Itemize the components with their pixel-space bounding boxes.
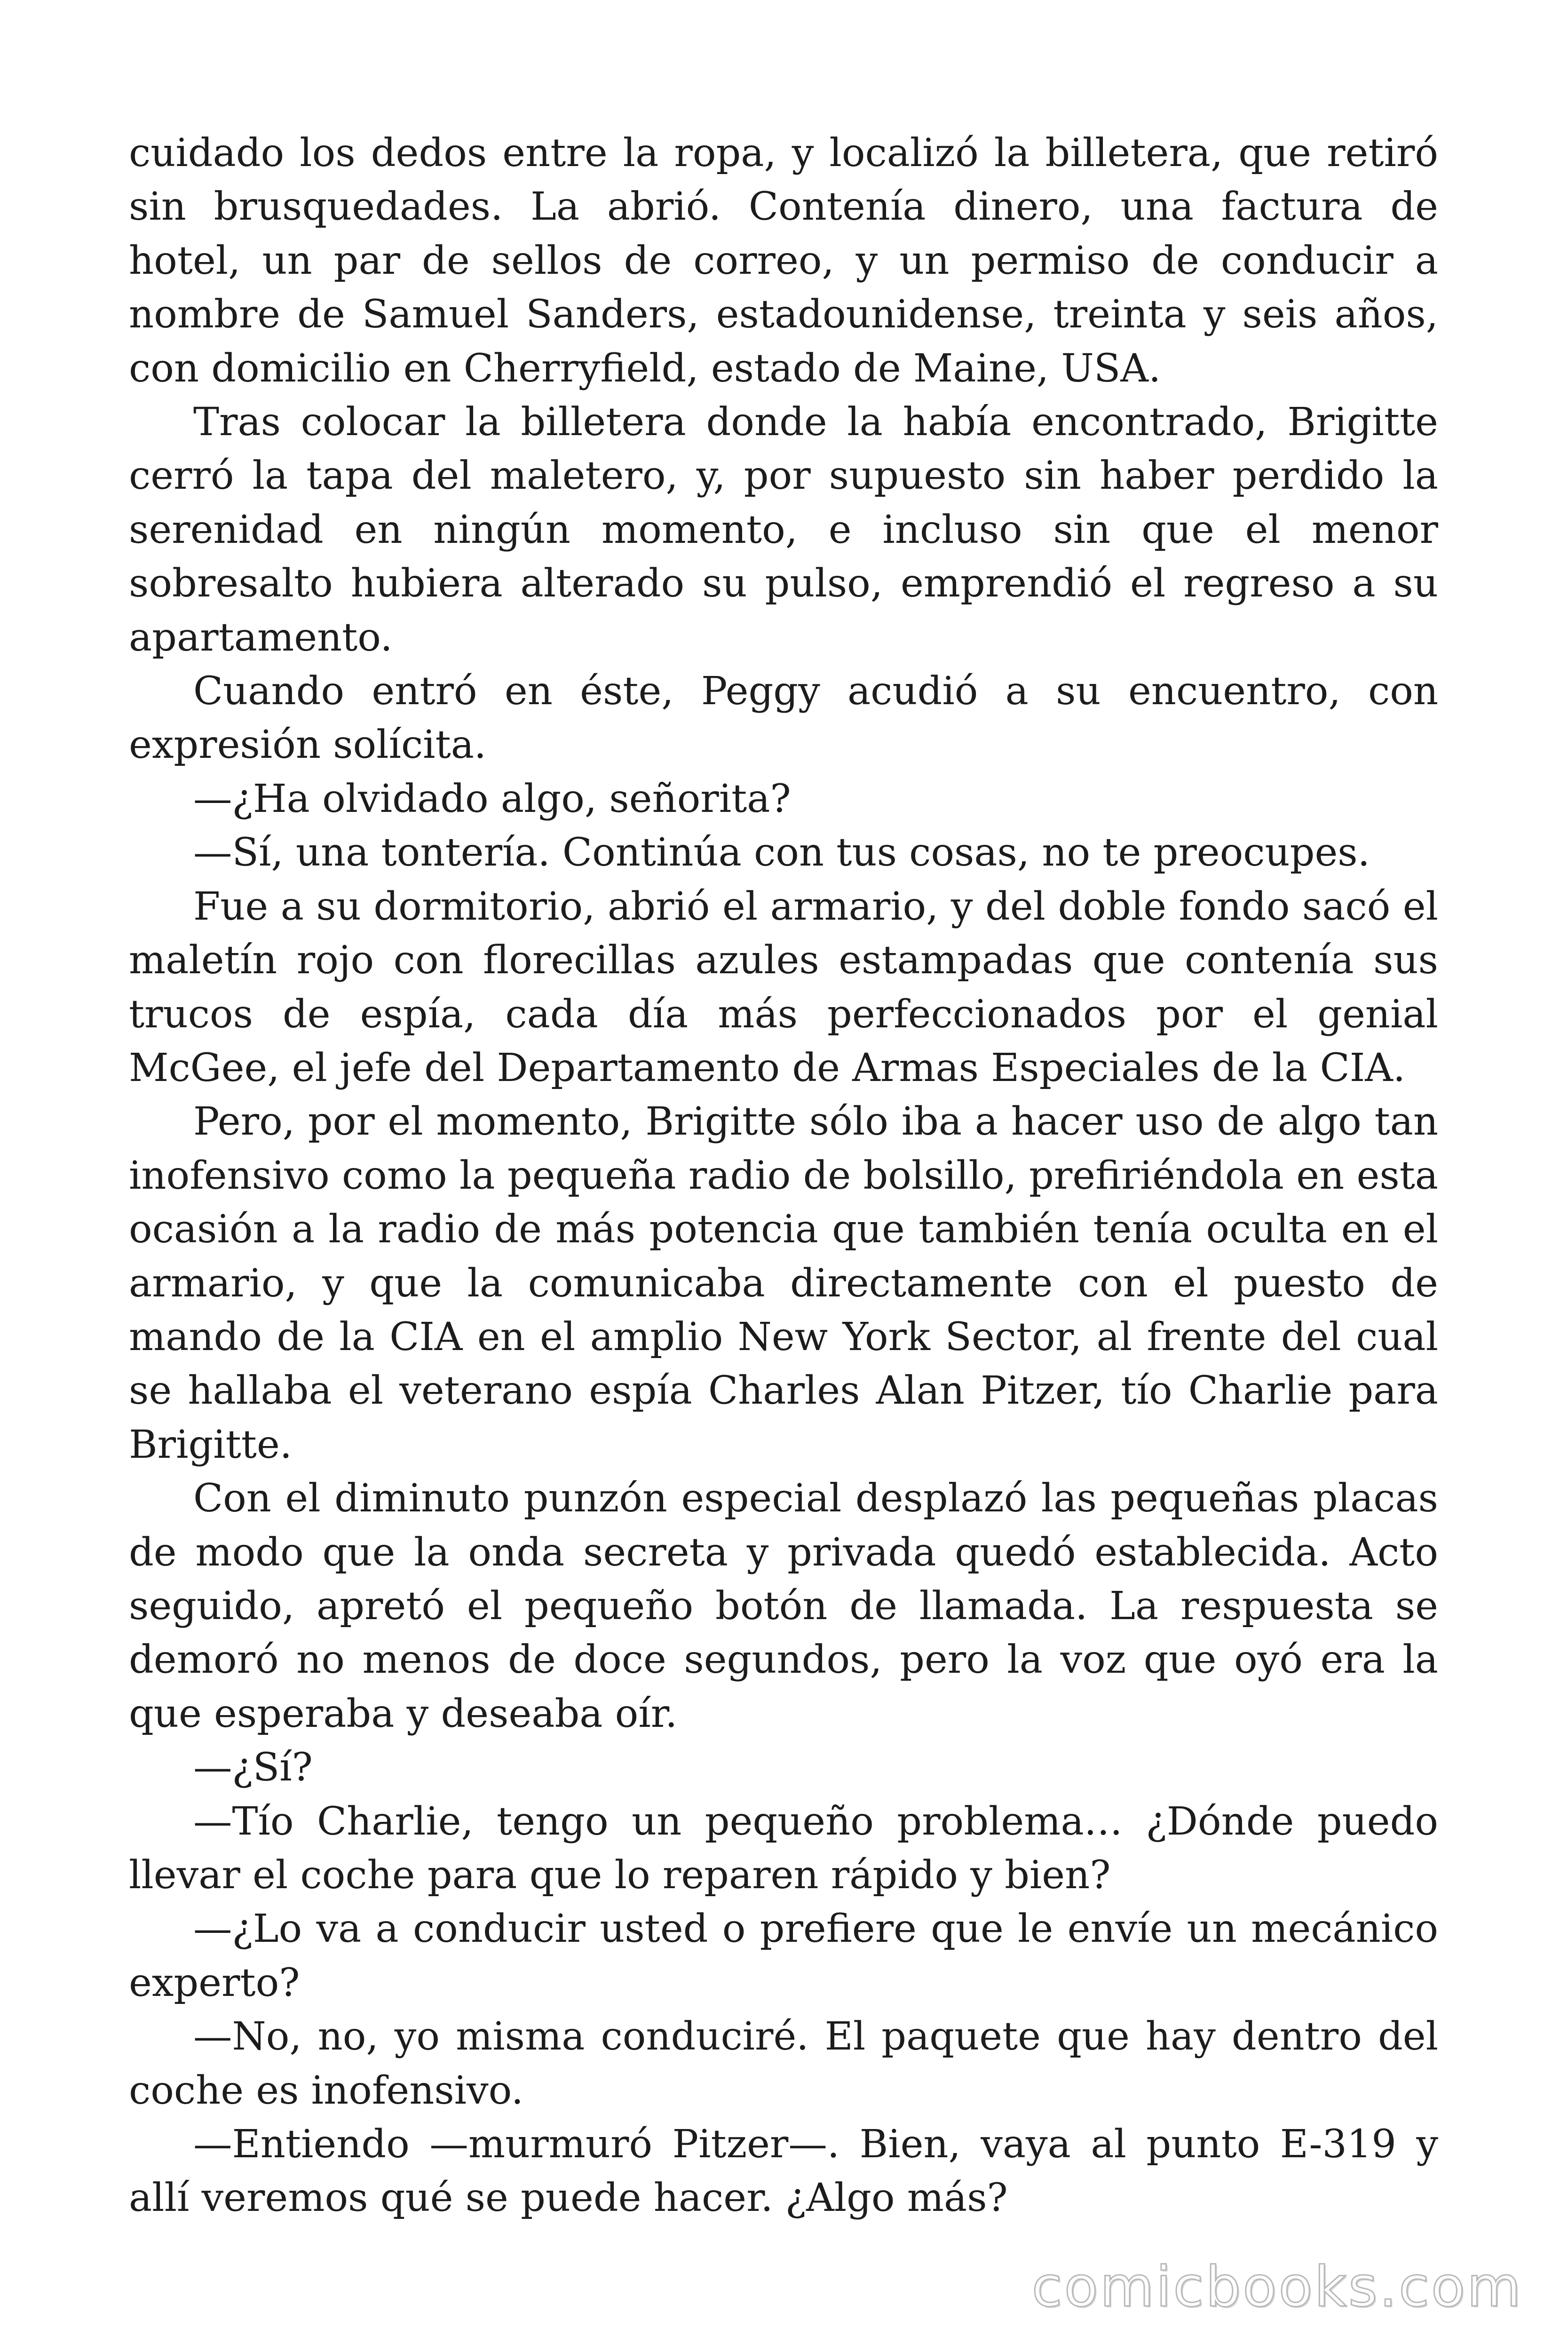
paragraph: Tras colocar la billetera donde la había encontrado, Brigitte cerró la tapa del maletero, y, por supuesto sin haber perdido la serenidad en ningún momento, e incluso sin que el menor sobresalto hubiera alterado su pulso, emprendió el regreso a su apartamento. <box>129 399 1438 660</box>
watermark: comicbooks.com <box>1031 2254 1523 2319</box>
dialogue-line: —Entiendo —murmuró Pitzer—. Bien, vaya al punto E-319 y allí veremos qué se puede hacer. ¿Algo más? <box>129 2122 1438 2221</box>
dialogue-line: —¿Lo va a conducir usted o prefiere que le envíe un mecánico experto? <box>129 1906 1438 2005</box>
page-body <box>129 126 1438 2225</box>
paragraph: Cuando entró en éste, Peggy acudió a su encuentro, con expresión solícita. <box>129 668 1438 768</box>
paragraph: cuidado los dedos entre la ropa, y localizó la billetera, que retiró sin brusquedades. La abrió. Contenía dinero, una factura de hotel, un par de sellos de correo, y un permiso de conducir a nombre de Samuel Sanders, estadounidense, treinta y seis años, con domicilio en Cherryfield, estado de Maine, USA. <box>129 130 1438 391</box>
dialogue-line: —¿Ha olvidado algo, señorita? <box>193 776 791 821</box>
paragraph: Fue a su dormitorio, abrió el armario, y del doble fondo sacó el maletín rojo con florecillas azules estampadas que contenía sus trucos de espía, cada día más perfeccionados por el genial McGee, el jefe del Departamento de Armas Especiales de la CIA. <box>129 883 1438 1090</box>
dialogue-line: —Tío Charlie, tengo un pequeño problema… ¿Dónde puedo llevar el coche para que lo reparen rápido y bien? <box>129 1798 1438 1898</box>
paragraph: Pero, por el momento, Brigitte sólo iba a hacer uso de algo tan inofensivo como la pequeña radio de bolsillo, prefiriéndola en esta ocasión a la radio de más potencia que también tenía oculta en el armario, y que la comunicaba directamente con el puesto de mando de la CIA en el amplio New York Sector, al frente del cual se hallaba el veterano espía Charles Alan Pitzer, tío Charlie para Brigitte. <box>129 1099 1438 1467</box>
dialogue-line: —No, no, yo misma conduciré. El paquete que hay dentro del coche es inofensivo. <box>129 2014 1438 2113</box>
dialogue-line: —¿Sí? <box>193 1745 313 1790</box>
paragraph: Con el diminuto punzón especial desplazó las pequeñas placas de modo que la onda secreta y privada quedó establecida. Acto seguido, apretó el pequeño botón de llamada. La respuesta se demoró no menos de doce segundos, pero la voz que oyó era la que esperaba y deseaba oír. <box>129 1476 1438 1736</box>
dialogue-line: —Sí, una tontería. Continúa con tus cosas, no te preocupes. <box>193 830 1370 875</box>
